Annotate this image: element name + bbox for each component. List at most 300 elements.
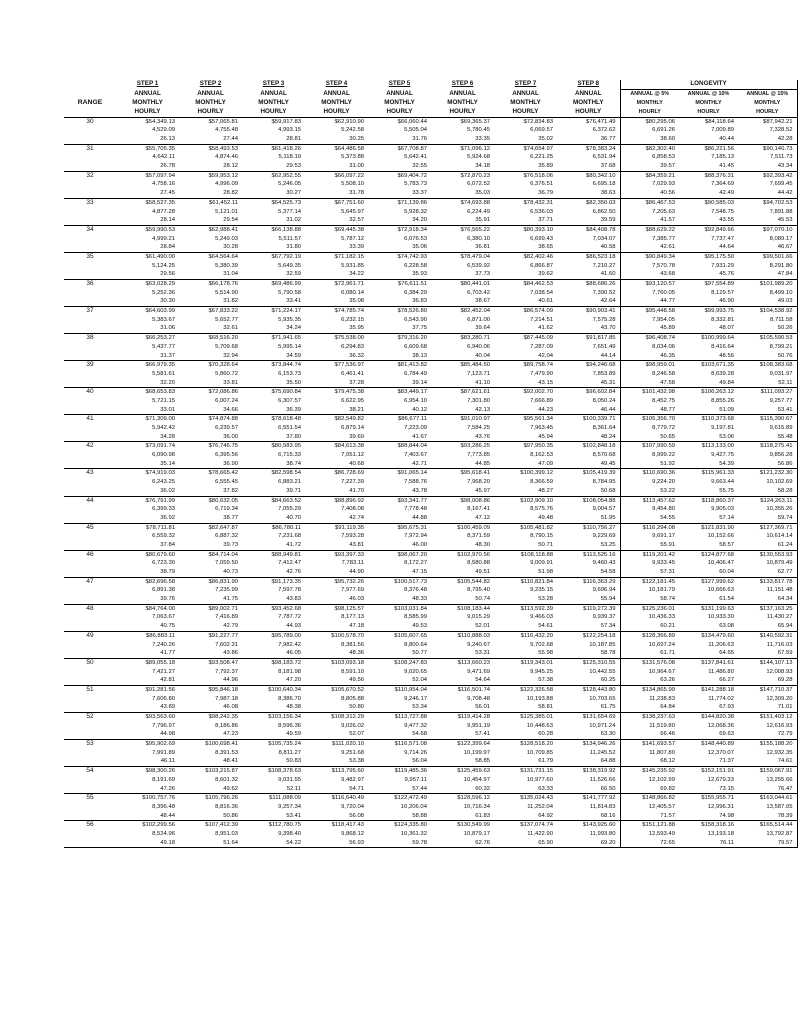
hourly-value: 53.31 [475, 650, 490, 657]
longevity-cell [620, 252, 679, 279]
hourly-value: 27.44 [223, 136, 238, 142]
step-1-cell [116, 821, 179, 848]
monthly-value: 5,514.90 [215, 289, 238, 296]
hourly-value: 44.23 [538, 406, 553, 413]
longevity-cell [620, 225, 679, 252]
step-8-cell [557, 144, 620, 171]
longevity-cell [620, 658, 679, 685]
hourly-value: 31.82 [223, 298, 238, 305]
monthly-value: 7,227.39 [341, 479, 364, 486]
hourly-value: 45.94 [538, 433, 553, 440]
step-7-cell [494, 280, 557, 307]
hourly-header: HOURLY [179, 108, 242, 117]
hourly-value: 40.73 [223, 569, 238, 575]
monthly-value: 5,383.67 [152, 316, 175, 323]
annual-value: $125,459.63 [457, 768, 490, 775]
monthly-value: 6,543.90 [404, 316, 427, 323]
step-8-cell [557, 767, 620, 794]
annual-value: $86,574.09 [523, 308, 553, 315]
hourly-value: 49.56 [349, 677, 364, 684]
monthly-value: 10,436.33 [648, 614, 675, 621]
step-3-cell [242, 415, 305, 442]
annual-value: $112,780.75 [268, 822, 301, 829]
hourly-value: 46.35 [660, 352, 675, 359]
step-4-cell [305, 794, 368, 821]
step-8-cell [557, 171, 620, 198]
monthly-value: 10,703.65 [589, 695, 616, 702]
hourly-value: 41.62 [538, 325, 553, 332]
step-2-cell [179, 334, 242, 361]
step-7-cell [494, 794, 557, 821]
hourly-value: 36.00 [223, 433, 238, 440]
annual-value: $135,024.43 [520, 795, 553, 802]
annual-value: $54,349.13 [145, 118, 175, 125]
step-7-cell [494, 415, 557, 442]
hourly-value: 47.58 [660, 379, 675, 386]
longevity-cell [738, 198, 797, 225]
hourly-value: 48.36 [349, 650, 364, 657]
annual-value: $81,413.82 [397, 362, 427, 369]
annual-value: $64,525.73 [271, 199, 301, 206]
longevity-cell [679, 307, 738, 334]
annual-value: $80,679.60 [145, 551, 175, 558]
monthly-value: 5,373.88 [341, 154, 364, 161]
monthly-value: 5,709.68 [215, 343, 238, 350]
step-4-cell [305, 685, 368, 712]
step-4-cell [305, 225, 368, 252]
step-2-cell [179, 631, 242, 658]
annual-value: $102,970.56 [457, 551, 490, 558]
hourly-value: 64.65 [719, 650, 734, 657]
annual-value: $127,369.71 [759, 524, 793, 531]
range-cell: 43 [64, 469, 116, 496]
hourly-value: 64.92 [538, 812, 553, 819]
annual-value: $103,093.18 [331, 659, 364, 666]
step-1-cell [116, 794, 179, 821]
monthly-value: 4,874.46 [215, 154, 238, 161]
hourly-value: 43.89 [160, 704, 175, 711]
step-3-cell [242, 144, 305, 171]
step-3-cell [242, 713, 305, 740]
annual-value: $110,756.27 [583, 524, 616, 531]
range-cell: 37 [64, 307, 116, 334]
longevity-15-header: ANNUAL @ 15% [738, 89, 797, 98]
monthly-value: 8,639.28 [711, 370, 734, 377]
step-6-cell [431, 604, 494, 631]
monthly-value: 6,703.42 [467, 289, 490, 296]
monthly-value: 8,361.64 [592, 425, 616, 431]
monthly-value: 10,709.85 [526, 749, 553, 756]
hourly-value: 44.85 [475, 460, 490, 467]
monthly-value: 6,153.73 [278, 370, 301, 377]
hourly-value: 48.38 [286, 704, 301, 711]
monthly-value: 9,939.37 [592, 614, 616, 621]
step-4-cell [305, 523, 368, 550]
monthly-value: 7,038.54 [530, 289, 553, 296]
monthly-value: 8,386.70 [278, 695, 301, 702]
monthly-value: 10,187.85 [589, 641, 616, 648]
annual-value: $74,742.93 [397, 253, 427, 260]
monthly-value: 6,858.53 [652, 154, 675, 161]
annual-value: $100,999.64 [701, 335, 734, 342]
header-row-steps [64, 80, 797, 89]
hourly-value: 33.81 [223, 379, 238, 386]
monthly-value: 8,332.81 [711, 316, 734, 323]
hourly-value: 46.03 [349, 596, 364, 603]
hourly-value: 36.39 [286, 406, 301, 413]
step-7-cell [494, 685, 557, 712]
monthly-value: 7,223.09 [404, 425, 427, 431]
step-4-cell [305, 469, 368, 496]
step-8-cell [557, 685, 620, 712]
hourly-value: 32.59 [286, 271, 301, 278]
monthly-value: 8,499.10 [769, 289, 793, 296]
step-1-cell [116, 171, 179, 198]
hourly-value: 42.13 [475, 406, 490, 413]
monthly-value: 10,697.24 [648, 641, 675, 648]
hourly-value: 40.56 [660, 190, 675, 197]
annual-value: $105,356.70 [642, 416, 675, 423]
monthly-value: 6,384.29 [404, 289, 427, 296]
hourly-value: 36.90 [223, 460, 238, 467]
annual-value: $105,419.39 [582, 470, 616, 477]
hourly-value: 47.23 [223, 731, 238, 738]
step-7-cell [494, 604, 557, 631]
monthly-value: 10,964.67 [648, 668, 675, 675]
annual-value: $71,139.86 [397, 199, 427, 206]
annual-value: $87,621.61 [460, 389, 490, 396]
monthly-value: 9,720.04 [341, 803, 364, 810]
step-2-cell [179, 225, 242, 252]
hourly-value: 42.64 [600, 298, 616, 305]
monthly-value: 11,151.48 [766, 587, 793, 594]
monthly-value: 4,642.11 [152, 154, 175, 161]
monthly-value: 8,799.21 [769, 343, 793, 350]
annual-value: $143,925.60 [582, 822, 616, 829]
annual-value: $58,493.53 [208, 145, 238, 152]
hourly-value: 46.67 [777, 244, 793, 251]
hourly-value: 53.25 [600, 541, 616, 548]
monthly-value: 10,193.88 [526, 695, 553, 702]
monthly-value: 12,679.33 [707, 776, 734, 783]
hourly-value: 71.01 [777, 704, 793, 711]
monthly-value: 13,792.87 [766, 830, 793, 837]
range-cell: 48 [64, 604, 116, 631]
hourly-value: 66.50 [600, 785, 616, 792]
hourly-value: 43.83 [286, 596, 301, 603]
hourly-value: 41.72 [286, 541, 301, 548]
monthly-value: 8,391.53 [215, 749, 238, 756]
monthly-value: 5,931.85 [341, 262, 364, 269]
step-7-cell [494, 388, 557, 415]
annual-value: $100,339.71 [582, 416, 616, 423]
step-6-cell [431, 577, 494, 604]
hourly-value: 49.18 [160, 839, 175, 846]
annual-value: $95,902.69 [145, 741, 175, 748]
monthly-value: 7,240.26 [152, 641, 175, 648]
annual-value: $103,031.84 [394, 605, 427, 612]
hourly-value: 57.31 [660, 569, 675, 575]
hourly-value: 71.37 [719, 758, 734, 765]
annual-value: $84,462.53 [523, 281, 553, 287]
annual-value: $108,183.44 [457, 605, 490, 612]
hourly-value: 43.55 [719, 217, 734, 224]
hourly-value: 49.03 [777, 298, 793, 305]
hourly-value: 31.02 [286, 217, 301, 224]
hourly-value: 50.68 [600, 487, 616, 494]
hourly-value: 62.76 [475, 839, 490, 846]
annual-value: $98,008.86 [460, 497, 490, 504]
step-3-cell [242, 794, 305, 821]
monthly-header: MONTHLY [695, 99, 722, 106]
monthly-value: 8,376.48 [404, 587, 427, 594]
monthly-value: 7,403.67 [404, 452, 427, 459]
monthly-value: 5,924.68 [467, 154, 490, 161]
step-2-cell [179, 280, 242, 307]
longevity-cell [679, 117, 738, 144]
annual-value: $96,408.74 [645, 335, 675, 342]
monthly-value: 9,235.15 [530, 587, 553, 594]
hourly-value: 57.41 [475, 731, 490, 738]
monthly-value: 5,249.03 [215, 235, 238, 242]
annual-value: $91,281.56 [145, 686, 175, 693]
hourly-value: 38.63 [600, 190, 616, 197]
hourly-value: 27.45 [160, 190, 175, 197]
annual-value: $97,070.10 [763, 226, 793, 233]
monthly-value: 9,663.44 [711, 479, 734, 486]
longevity-cell [620, 144, 679, 171]
hourly-value: 35.95 [349, 325, 364, 332]
hourly-value: 53.06 [719, 433, 734, 440]
longevity-cell [679, 198, 738, 225]
annual-value: $111,020.10 [332, 741, 364, 748]
annual-value: $100,517.73 [394, 578, 427, 585]
annual-value: $67,833.22 [208, 308, 238, 315]
range-cell: 44 [64, 496, 116, 523]
hourly-value: 52.11 [286, 785, 301, 792]
monthly-value: 6,239.57 [215, 425, 238, 431]
step-2-cell [179, 442, 242, 469]
step-3-cell [242, 252, 305, 279]
longevity-cell [620, 469, 679, 496]
longevity-cell [738, 713, 797, 740]
hourly-value: 60.25 [600, 677, 616, 684]
step-6-cell [431, 280, 494, 307]
monthly-value: 11,993.80 [589, 830, 616, 837]
monthly-value: 8,805.88 [341, 695, 364, 702]
step-2-cell [179, 144, 242, 171]
step-4-cell [305, 713, 368, 740]
annual-value: $134,865.99 [642, 686, 675, 693]
hourly-value: 53.41 [286, 812, 301, 819]
hourly-value: 42.76 [286, 569, 301, 575]
annual-value: $92,002.70 [523, 389, 553, 396]
step-4-cell [305, 252, 368, 279]
annual-value: $131,199.63 [701, 605, 734, 612]
annual-value: $155,955.71 [701, 795, 734, 802]
step-6-cell [431, 198, 494, 225]
table-header [64, 80, 797, 117]
longevity-cell [738, 361, 797, 388]
table-body [64, 117, 797, 848]
monthly-value: 8,951.03 [215, 830, 238, 837]
step-1-header: STEP 1 [136, 80, 159, 88]
hourly-value: 34.24 [286, 325, 301, 332]
step-2-cell [179, 604, 242, 631]
hourly-value: 57.14 [719, 514, 734, 521]
hourly-value: 56.93 [349, 839, 364, 846]
annual-value: $122,472.49 [394, 795, 427, 802]
step-8-cell [557, 361, 620, 388]
hourly-value: 50.86 [223, 812, 238, 819]
hourly-value: 38.65 [538, 244, 553, 251]
hourly-value: 54.39 [719, 460, 734, 467]
monthly-value: 6,691.26 [652, 127, 675, 134]
table-row [64, 252, 797, 279]
annual-value: $115,961.33 [701, 470, 734, 477]
annual-value: $80,295.06 [645, 118, 675, 125]
monthly-value: 9,251.68 [341, 749, 364, 756]
hourly-value: 29.54 [223, 217, 238, 224]
step-6-cell [431, 740, 494, 767]
monthly-value: 9,240.67 [467, 641, 490, 648]
monthly-value: 7,982.42 [278, 641, 301, 648]
step-3-cell [242, 496, 305, 523]
step-2-cell [179, 496, 242, 523]
longevity-cell [738, 604, 797, 631]
hourly-value: 30.25 [349, 136, 364, 142]
hourly-header: HOURLY [431, 108, 494, 117]
monthly-value: 8,524.96 [152, 830, 175, 837]
table-row [64, 171, 797, 198]
annual-value: $64,564.64 [208, 253, 238, 260]
monthly-value: 9,015.29 [467, 614, 490, 621]
monthly-value: 7,214.51 [530, 316, 553, 323]
hourly-value: 44.98 [160, 731, 175, 738]
monthly-value: 5,581.61 [152, 370, 175, 377]
monthly-value: 9,026.02 [341, 722, 364, 729]
hourly-header: HOURLY [738, 108, 797, 117]
step-3-header: STEP 3 [262, 80, 285, 88]
annual-value: $74,919.03 [145, 470, 175, 477]
step-2-cell [179, 577, 242, 604]
monthly-value: 13,193.18 [707, 830, 734, 837]
longevity-cell [679, 713, 738, 740]
hourly-value: 42.71 [412, 460, 427, 467]
monthly-value: 6,461.41 [341, 370, 364, 377]
step-1-cell [116, 631, 179, 658]
annual-value: $111,088.09 [269, 795, 301, 802]
hourly-value: 29.53 [286, 163, 301, 170]
annual-value: $84,118.64 [704, 118, 734, 125]
monthly-value: 7,977.69 [341, 587, 364, 594]
hourly-value: 61.54 [719, 596, 734, 603]
step-5-cell [368, 280, 431, 307]
step-1-cell [116, 713, 179, 740]
annual-value: $113,660.23 [457, 659, 490, 666]
step-4-cell [305, 442, 368, 469]
annual-value: $82,302.40 [645, 145, 675, 152]
monthly-value: 6,866.87 [530, 262, 553, 269]
annual-value: $124,263.11 [760, 497, 793, 504]
table-row [64, 604, 797, 631]
monthly-value: 4,758.16 [152, 181, 175, 188]
annual-value: $124,335.80 [394, 822, 427, 829]
annual-value: $76,518.06 [523, 172, 553, 179]
step-8-cell [557, 713, 620, 740]
hourly-value: 38.21 [349, 406, 364, 413]
annual-value: $89,055.18 [145, 659, 175, 666]
table-row [64, 496, 797, 523]
monthly-value: 8,366.59 [530, 479, 553, 486]
step-3-cell [242, 631, 305, 658]
step-3-cell [242, 550, 305, 577]
longevity-cell [738, 496, 797, 523]
hourly-value: 35.91 [475, 217, 490, 224]
hourly-value: 64.34 [777, 596, 793, 603]
hourly-value: 43.76 [475, 433, 490, 440]
hourly-value: 52.11 [778, 379, 793, 386]
hourly-value: 71.57 [660, 812, 675, 819]
hourly-value: 38.77 [223, 514, 238, 521]
monthly-value: 10,933.30 [707, 614, 734, 621]
hourly-value: 50.76 [777, 352, 793, 359]
annual-value: $134,946.26 [582, 741, 616, 748]
step-8-cell [557, 496, 620, 523]
hourly-value: 64.88 [600, 758, 616, 765]
annual-value: $75,538.00 [334, 335, 364, 342]
hourly-value: 29.56 [160, 271, 175, 278]
step-5-cell [368, 442, 431, 469]
hourly-value: 37.28 [349, 379, 364, 386]
monthly-value: 12,008.93 [766, 668, 793, 675]
longevity-cell [679, 361, 738, 388]
range-cell: 34 [64, 225, 116, 252]
monthly-value: 5,942.42 [152, 425, 175, 431]
annual-value: $130,549.99 [457, 822, 490, 829]
step-3-cell [242, 523, 305, 550]
step-1-cell [116, 442, 179, 469]
step-7-cell [494, 469, 557, 496]
annual-header: ANNUAL [134, 89, 161, 97]
step-6-header: STEP 6 [451, 80, 474, 88]
hourly-value: 63.33 [538, 785, 553, 792]
hourly-value: 39.71 [286, 487, 301, 494]
monthly-value: 9,702.68 [530, 641, 553, 648]
monthly-value: 8,371.59 [467, 533, 490, 540]
hourly-value: 50.71 [538, 541, 553, 548]
longevity-cell [620, 740, 679, 767]
hourly-value: 51.92 [660, 460, 675, 467]
monthly-header: MONTHLY [258, 98, 289, 106]
longevity-cell [679, 225, 738, 252]
monthly-value: 8,162.53 [530, 452, 553, 459]
hourly-value: 55.94 [600, 596, 616, 603]
step-8-cell [557, 388, 620, 415]
monthly-value: 6,622.95 [341, 397, 364, 404]
annual-value: $91,010.97 [460, 416, 490, 423]
step-3-cell [242, 658, 305, 685]
step-8-cell [557, 658, 620, 685]
monthly-value: 10,199.97 [463, 749, 490, 756]
hourly-value: 31.76 [412, 136, 427, 142]
hourly-header: HOURLY [620, 108, 679, 117]
monthly-value: 6,243.25 [152, 479, 175, 486]
hourly-value: 56.08 [349, 812, 364, 819]
annual-value: $86,467.53 [645, 199, 675, 206]
monthly-value: 8,181.98 [278, 668, 301, 675]
monthly-value: 7,968.20 [467, 479, 490, 486]
